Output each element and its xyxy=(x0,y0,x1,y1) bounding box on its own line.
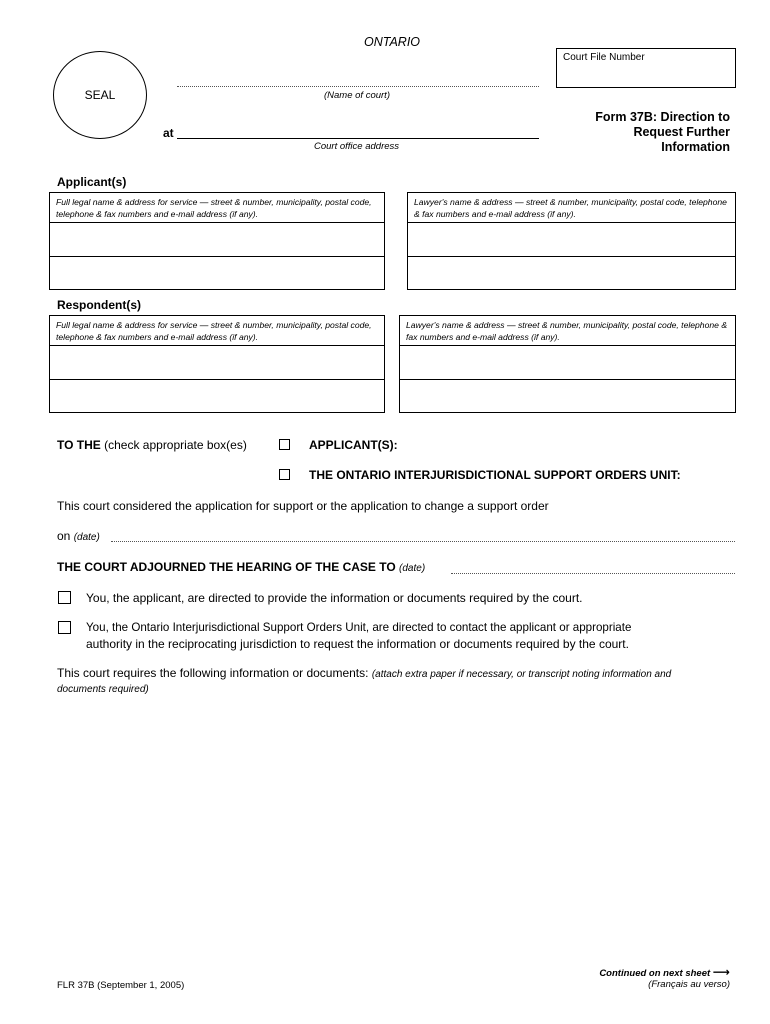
arrow-right-icon: ⟶ xyxy=(712,965,730,979)
requirements-area[interactable] xyxy=(57,700,736,950)
on-date-label xyxy=(57,529,100,543)
applicants-checkbox[interactable] xyxy=(279,439,290,450)
court-file-number-label: Court File Number xyxy=(563,52,645,63)
applicant-lawyer-box xyxy=(407,192,736,290)
applicant-party-box xyxy=(49,192,385,290)
to-the-instruction: (check appropriate box(es) xyxy=(100,438,247,452)
considered-date-line[interactable] xyxy=(111,541,735,542)
on-label: on xyxy=(57,529,71,543)
continued-text: Continued on next sheet xyxy=(599,968,711,979)
respondent-party-box xyxy=(49,315,385,413)
applicants-option-label: APPLICANT(S): xyxy=(309,438,398,452)
at-label: at xyxy=(163,126,174,140)
form-title-line1: Form 37B: Direction to xyxy=(595,110,730,124)
considered-text: This court considered the application for support or the application to change a support order xyxy=(57,499,549,513)
direction-unit-text xyxy=(86,620,736,652)
province-label: ONTARIO xyxy=(364,35,421,49)
form-id: FLR 37B (September 1, 2005) xyxy=(57,980,185,991)
applicant-party-field-2[interactable] xyxy=(50,257,384,289)
applicants-heading: Applicant(s) xyxy=(57,175,127,189)
adjourned-text: THE COURT ADJOURNED THE HEARING OF THE CASE TO xyxy=(57,560,396,574)
form-title-line2: Request Further xyxy=(633,125,730,139)
applicant-lawyer-header xyxy=(408,193,735,223)
respondent-lawyer-field-2[interactable] xyxy=(400,380,735,412)
seal-label: SEAL xyxy=(84,88,116,102)
applicant-lawyer-field-1[interactable] xyxy=(408,223,735,257)
form-title xyxy=(560,110,730,155)
continued-label xyxy=(560,965,730,979)
respondent-party-field-2[interactable] xyxy=(50,380,384,412)
adjourned-date-line[interactable] xyxy=(451,573,735,574)
applicant-lawyer-label: Lawyer's name & address — street & number, municipality, postal code, telephone & fax numbers and e-mail address (if any). xyxy=(414,197,727,219)
unit-checkbox[interactable] xyxy=(279,469,290,480)
requires-text xyxy=(57,666,737,697)
seal-circle xyxy=(53,51,147,139)
respondents-heading: Respondent(s) xyxy=(57,298,141,312)
requires-label: This court requires the following information or documents: xyxy=(57,666,369,680)
direction-unit-checkbox[interactable] xyxy=(58,621,71,634)
requires-note-2: documents required) xyxy=(57,684,149,695)
respondent-lawyer-field-1[interactable] xyxy=(400,346,735,380)
court-file-number-box[interactable] xyxy=(556,48,736,88)
to-the-label xyxy=(57,438,247,452)
direction-unit-line2: authority in the reciprocating jurisdiction to request the information or documents required by the court. xyxy=(86,637,629,651)
respondent-party-field-1[interactable] xyxy=(50,346,384,380)
on-date-hint: (date) xyxy=(73,532,100,543)
direction-applicant-checkbox[interactable] xyxy=(58,591,71,604)
form-title-line3: Information xyxy=(661,140,730,154)
respondent-lawyer-box xyxy=(399,315,736,413)
respondent-party-header xyxy=(50,316,384,346)
direction-unit-line1: You, the Ontario Interjurisdictional Support Orders Unit, are directed to contact the applicant or appropriate xyxy=(86,621,632,634)
court-name-line[interactable] xyxy=(177,86,539,87)
requires-note-1: (attach extra paper if necessary, or transcript noting information and xyxy=(371,669,672,680)
respondent-lawyer-label: Lawyer's name & address — street & number, municipality, postal code, telephone & fax numbers and e-mail address (if any). xyxy=(406,320,728,342)
court-office-address-label: Court office address xyxy=(314,141,400,152)
to-the-bold: TO THE xyxy=(57,438,101,452)
direction-applicant-text: You, the applicant, are directed to provide the information or documents required by the court. xyxy=(86,591,583,605)
respondent-lawyer-header xyxy=(400,316,735,346)
francais-label: (Français au verso) xyxy=(648,979,730,990)
respondent-party-label: Full legal name & address for service — street & number, municipality, postal code, telephone & fax numbers and e-mail address (if any). xyxy=(56,320,372,342)
applicant-lawyer-field-2[interactable] xyxy=(408,257,735,289)
applicant-party-header xyxy=(50,193,384,223)
unit-option-label: THE ONTARIO INTERJURISDICTIONAL SUPPORT ORDERS UNIT: xyxy=(309,468,681,482)
adjourned-label xyxy=(57,560,425,574)
adjourned-date-hint: (date) xyxy=(399,563,426,574)
applicant-party-label: Full legal name & address for service — street & number, municipality, postal code, telephone & fax numbers and e-mail address (if any). xyxy=(56,197,372,219)
court-address-line[interactable] xyxy=(177,138,539,139)
name-of-court-label: (Name of court) xyxy=(324,90,390,101)
applicant-party-field-1[interactable] xyxy=(50,223,384,257)
